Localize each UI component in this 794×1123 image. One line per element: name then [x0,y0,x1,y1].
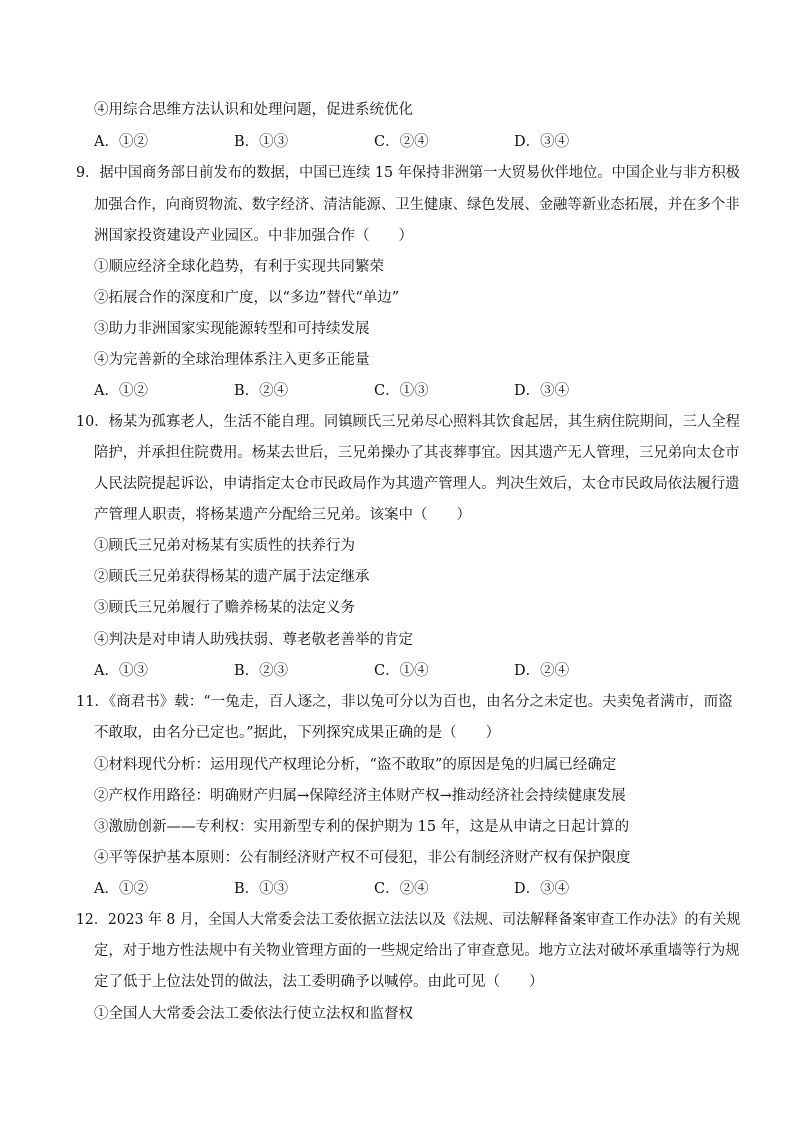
option-line: ④为完善新的全球治理体系注入更多正能量 [94,352,370,368]
option-line: ②顾氏三兄弟获得杨某的遗产属于法定继承 [94,569,370,585]
question-12-stem: 定了低于上位法处罚的做法，法工委明确予以喊停。由此可见（ ） [94,974,544,990]
choice-b[interactable]: B．②③ [234,663,289,679]
choice-c[interactable]: C．①③ [374,383,429,399]
choice-a[interactable]: A．①③ [94,663,148,679]
option-line: ②拓展合作的深度和广度，以“多边”替代“单边” [94,290,400,306]
question-11-stem: 不敢取，由名分已定也。”据此，下列探究成果正确的是（ ） [94,725,501,741]
question-9-stem: 9．据中国商务部日前发布的数据，中国已连续 15 年保持非洲第一大贸易伙伴地位。中国企业与非方积极 [76,165,740,181]
choice-d[interactable]: D．③④ [514,881,570,897]
option-line: ③激励创新——专利权：实用新型专利的保护期为 15 年，这是从申请之日起计算的 [94,819,630,835]
option-line: ④平等保护基本原则：公有制经济财产权不可侵犯，非公有制经济财产权有保护限度 [94,850,631,866]
choice-c[interactable]: C．②④ [374,881,429,897]
question-11-stem: 11．《商君书》载：“一兔走，百人逐之，非以兔可分以为百也，由名分之未定也。夫卖兔者满市，而盗 [76,694,733,710]
option-line: ④判决是对申请人助残扶弱、尊老敬老善举的肯定 [94,632,413,648]
question-9-stem: 加强合作，向商贸物流、数字经济、清洁能源、卫生健康、绿色发展、金融等新业态拓展，并在多个非 [94,197,740,213]
option-line: ①全国人大常委会法工委依法行使立法权和监督权 [94,1006,413,1022]
question-9-stem: 洲国家投资建设产业园区。中非加强合作（ ） [94,228,413,244]
choice-a[interactable]: A．①② [94,383,148,399]
choice-b[interactable]: B．①③ [234,881,289,897]
question-10-stem: 陪护，并承担住院费用。杨某去世后，三兄弟操办了其丧葬事宜。因其遗产无人管理，三兄弟向太仓市 [94,445,740,461]
question-10-stem: 产管理人职责，将杨某遗产分配给三兄弟。该案中（ ） [94,507,471,523]
option-line: ①顺应经济全球化趋势，有利于实现共同繁荣 [94,259,384,275]
choice-c[interactable]: C．①④ [374,663,429,679]
option-line: ①顾氏三兄弟对杨某有实质性的扶养行为 [94,538,355,554]
option-line: ②产权作用路径：明确财产归属→保障经济主体财产权→推动经济社会持续健康发展 [94,788,626,804]
option-line: ③顾氏三兄弟履行了赡养杨某的法定义务 [94,600,355,616]
question-10-stem: 10．杨某为孤寡老人，生活不能自理。同镇顾氏三兄弟尽心照料其饮食起居，其生病住院期间，三人全程 [76,414,740,430]
choice-b[interactable]: B．②④ [234,383,289,399]
choice-a[interactable]: A．①② [94,134,148,150]
choice-c[interactable]: C．②④ [374,134,429,150]
option-line: ③助力非洲国家实现能源转型和可持续发展 [94,321,370,337]
question-10-stem: 人民法院提起诉讼，申请指定太仓市民政局作为其遗产管理人。判决生效后，太仓市民政局依法履行遗 [94,476,740,492]
choice-b[interactable]: B．①③ [234,134,289,150]
question-12-stem: 12．2023 年 8 月，全国人大常委会法工委依据立法法以及《法规、司法解释备案审查工作办法》的有关规 [76,912,741,928]
question-12-stem: 定，对于地方性法规中有关物业管理方面的一些规定给出了审查意见。地方立法对破坏承重墙等行为规 [94,943,740,959]
choice-d[interactable]: D．②④ [514,663,570,679]
choice-d[interactable]: D．③④ [514,134,570,150]
option-line: ①材料现代分析：运用现代产权理论分析，“盗不敢取”的原因是兔的归属已经确定 [94,757,617,773]
option-line: ④用综合思维方法认识和处理问题，促进系统优化 [94,102,413,118]
choice-a[interactable]: A．①② [94,881,148,897]
choice-d[interactable]: D．③④ [514,383,570,399]
